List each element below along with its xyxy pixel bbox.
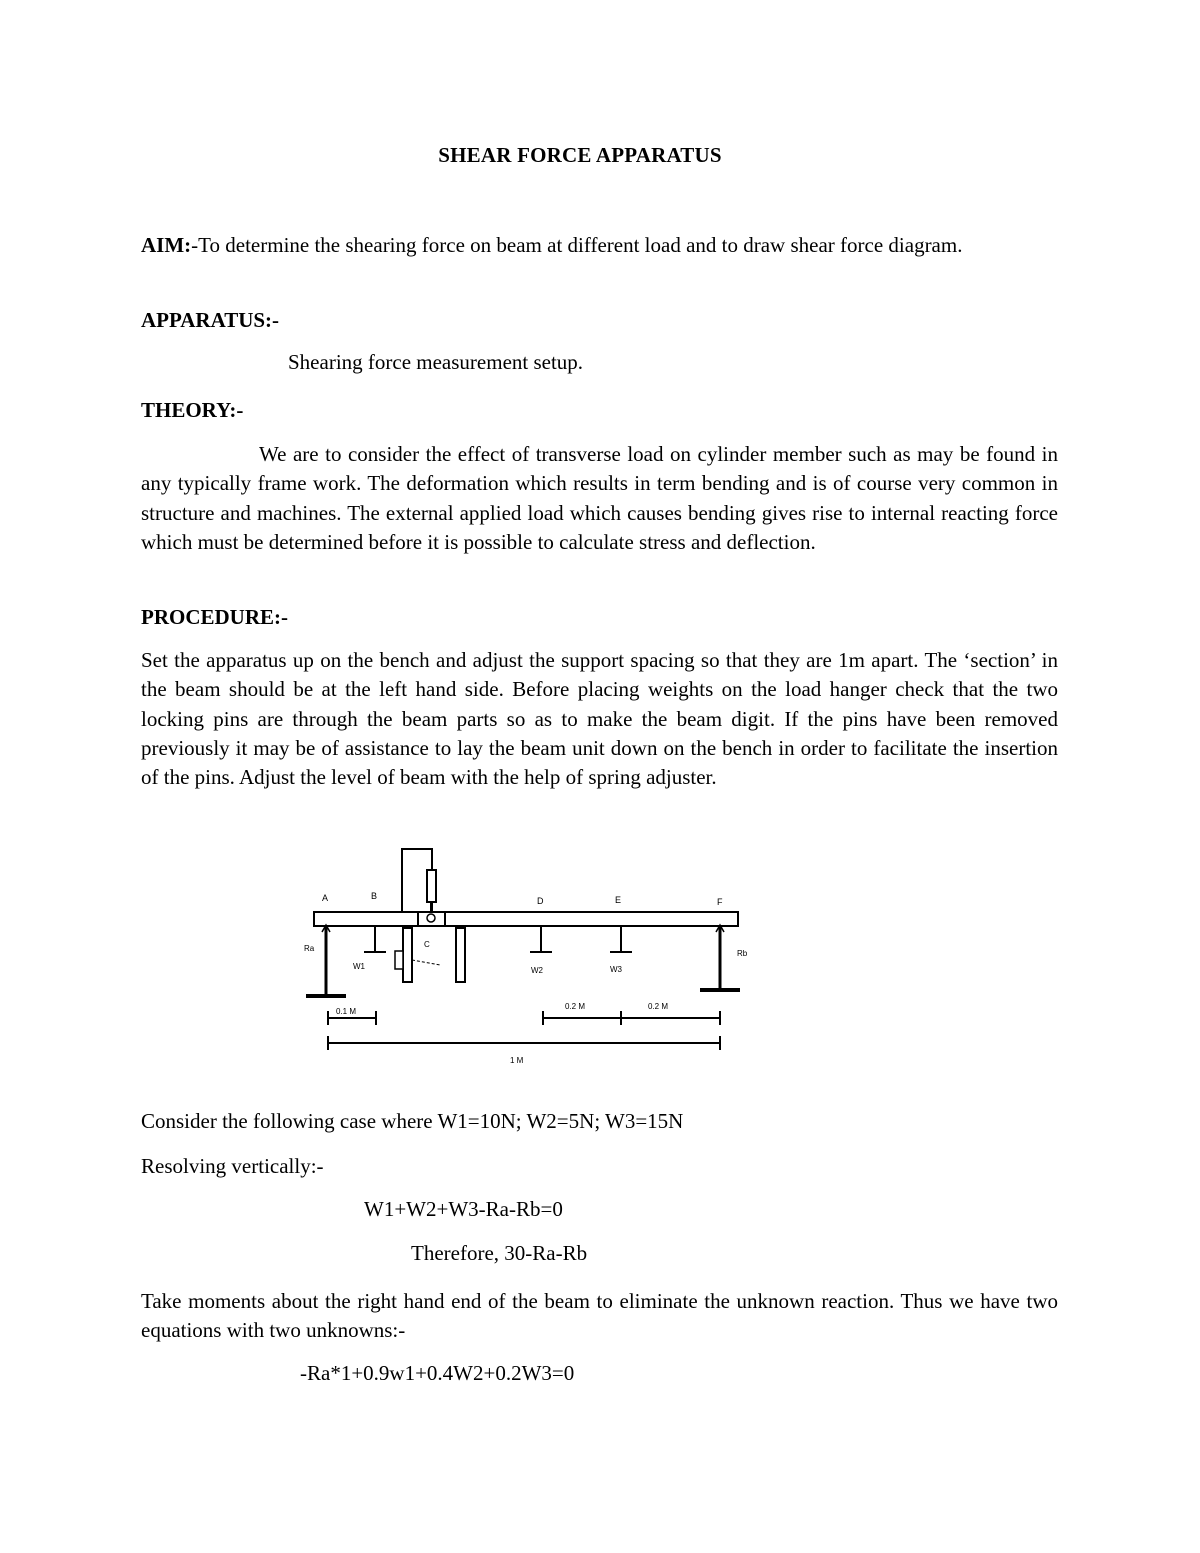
section-plate-left: [403, 928, 412, 982]
adjuster-rod: [412, 960, 440, 965]
label-w1: W1: [353, 962, 365, 971]
moments-text: Take moments about the right hand end of the beam to eliminate the unknown reaction. Thus we have two equations with two unknowns:-: [141, 1289, 1058, 1343]
label-rb: Rb: [737, 949, 748, 958]
label-f: F: [717, 897, 723, 907]
case-line: Consider the following case where W1=10N; W2=5N; W3=15N: [141, 1109, 684, 1133]
label-a: A: [322, 893, 329, 903]
theory-heading: THEORY:-: [141, 398, 244, 422]
aim-paragraph: [141, 231, 1058, 260]
dim-0-2-label-right: 0.2 M: [648, 1002, 669, 1011]
spring-balance: [427, 870, 436, 902]
equation-2: Therefore, 30-Ra-Rb: [411, 1241, 588, 1265]
adjuster-block: [395, 951, 403, 969]
beam: [314, 912, 738, 926]
aim-label: AIM:: [141, 233, 192, 257]
procedure-heading: PROCEDURE:-: [141, 605, 288, 629]
resolving-line: Resolving vertically:-: [141, 1154, 324, 1178]
equation-3: -Ra*1+0.9w1+0.4W2+0.2W3=0: [300, 1361, 575, 1385]
apparatus-heading: APPARATUS:-: [141, 308, 280, 332]
document-title: SHEAR FORCE APPARATUS: [438, 143, 722, 167]
aim-text: -To determine the shearing force on beam at different load and to draw shear force diagram.: [191, 233, 963, 257]
label-b: B: [371, 891, 378, 901]
dim-1-label: 1 M: [510, 1056, 524, 1065]
theory-text: We are to consider the effect of transverse load on cylinder member such as may be found in any typically frame work. The deformation which results in term bending and is of course very common in structure and machines. The external applied load which causes bending gives rise to internal reacting force which must be determined before it is possible to calculate stress and deflection.: [141, 442, 1058, 554]
label-e: E: [615, 895, 622, 905]
apparatus-text: Shearing force measurement setup.: [288, 350, 584, 374]
label-c: C: [424, 940, 430, 949]
shear-force-apparatus-diagram: [290, 840, 760, 1075]
label-d: D: [537, 896, 544, 906]
label-w3: W3: [610, 965, 622, 974]
label-w2: W2: [531, 966, 543, 975]
dim-0-1-label: 0.1 M: [336, 1007, 357, 1016]
equation-1: W1+W2+W3-Ra-Rb=0: [364, 1197, 563, 1221]
section-plate-right: [456, 928, 465, 982]
label-ra: Ra: [304, 944, 315, 953]
procedure-text: Set the apparatus up on the bench and adjust the support spacing so that they are 1m apart. The ‘section’ in the beam should be at the left hand side. Before placing weights on the load hanger check that the two locking pins are through the beam parts so as to make the beam digit. If the pins have been removed previously it may be of assistance to lay the beam unit down on the bench in order to facilitate the insertion of the pins. Adjust the level of beam with the help of spring adjuster.: [141, 648, 1058, 790]
dim-0-2-label-left: 0.2 M: [565, 1002, 586, 1011]
